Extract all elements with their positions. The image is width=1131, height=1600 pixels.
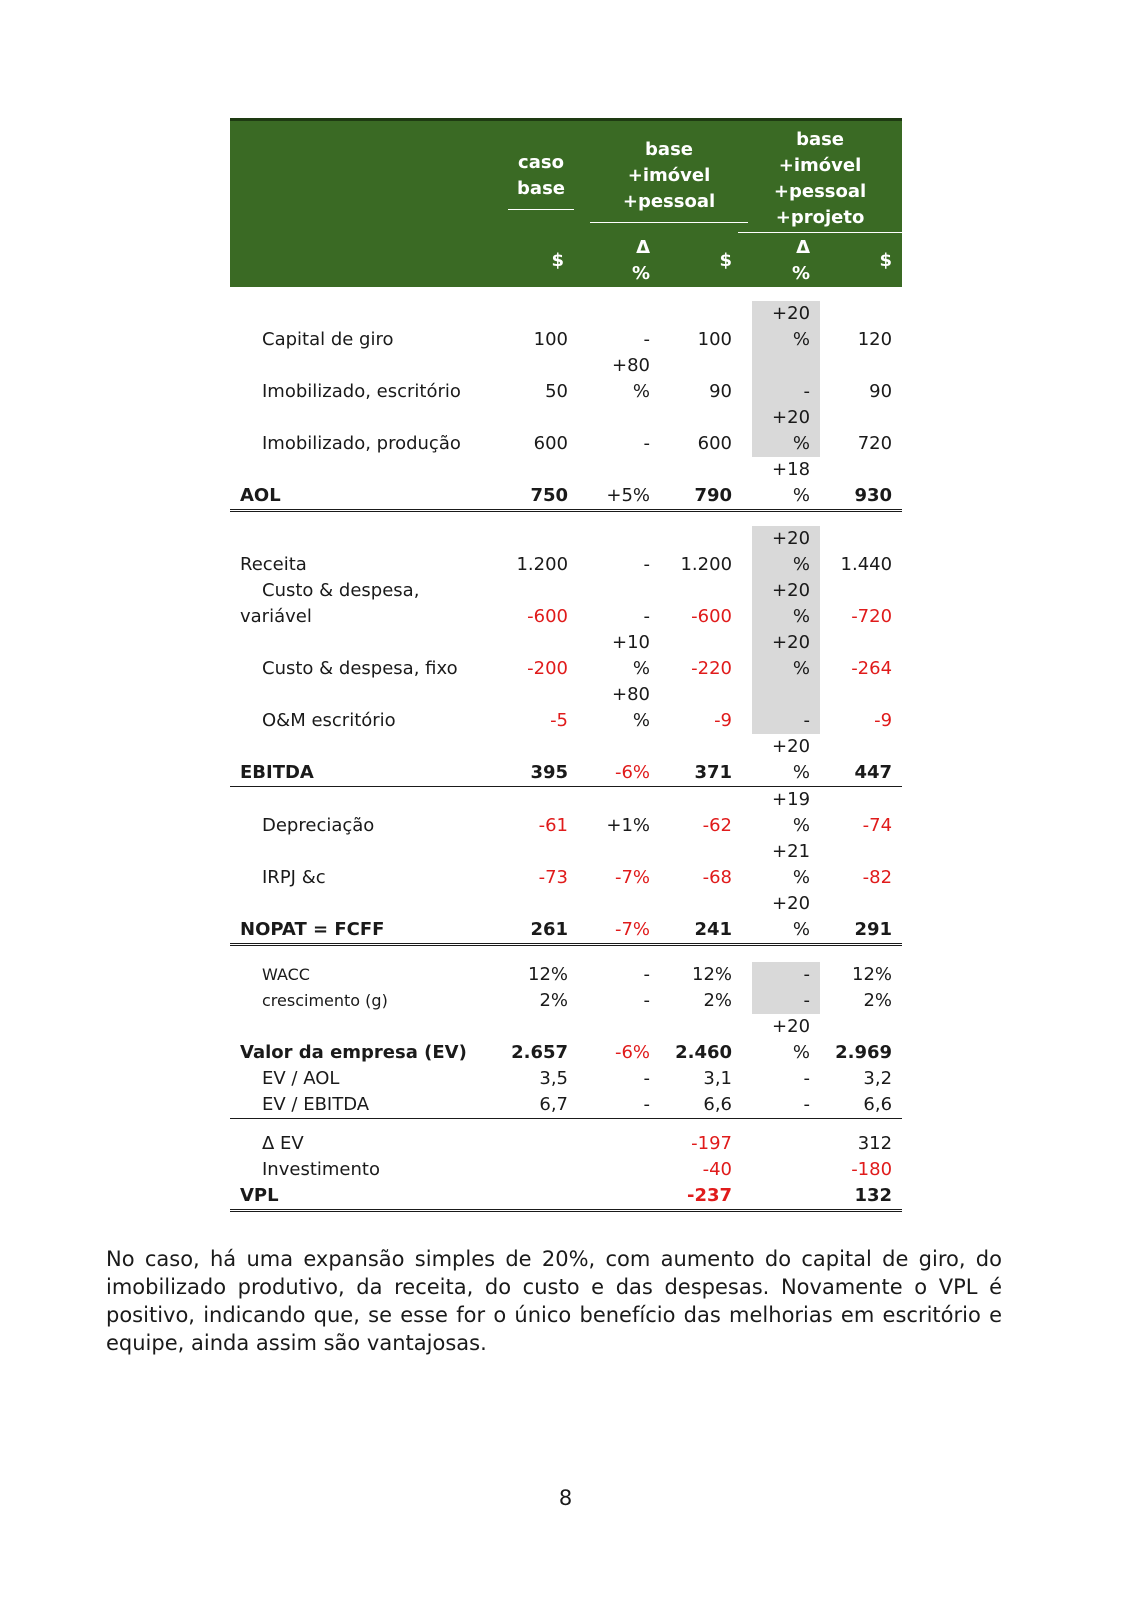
table-cell: +21: [772, 841, 811, 862]
table-cell: %: [792, 606, 811, 627]
table-cell: [578, 1131, 664, 1157]
table-cell: 241: [664, 891, 742, 945]
table-cell: +20: [772, 1016, 811, 1037]
table-cell: 90: [709, 381, 733, 402]
table-cell: Imobilizado, escritório: [262, 381, 461, 402]
table-cell: -: [752, 1092, 820, 1119]
table-cell: +80: [612, 355, 651, 376]
table-cell: EBITDA: [230, 734, 480, 787]
table-cell: -: [643, 329, 651, 350]
row-depreciacao: [230, 787, 902, 840]
table-cell: -: [578, 1092, 664, 1119]
table-cell: 2.969: [835, 1042, 893, 1063]
table-cell: 50: [545, 381, 569, 402]
table-cell: -600: [527, 606, 569, 627]
table-cell: 3,2: [863, 1068, 893, 1089]
table-cell: Capital de giro: [262, 329, 394, 350]
table-cell: [752, 839, 820, 891]
table-cell: [578, 353, 664, 405]
table-cell: [742, 1131, 752, 1157]
table-cell: -220: [691, 658, 733, 679]
table-cell: -7%: [614, 867, 651, 888]
table-cell: 132: [820, 1183, 902, 1211]
table-cell: -62: [702, 815, 733, 836]
table-cell: [480, 1157, 578, 1183]
row-vpl: [230, 1183, 902, 1211]
table-cell: %: [792, 329, 811, 350]
table-cell: -264: [851, 658, 893, 679]
table-cell: %: [631, 263, 651, 284]
row-irpj: [230, 839, 902, 891]
table-cell: [752, 734, 820, 787]
row-nopat: [230, 891, 902, 945]
table-cell: Investimento: [262, 1159, 380, 1180]
row-receita: [230, 526, 902, 578]
table-cell: [578, 682, 664, 734]
table-cell: %: [632, 710, 651, 731]
table-cell: +20: [772, 580, 811, 601]
table-cell: [742, 457, 752, 511]
table-cell: [230, 511, 902, 527]
table-cell: 600: [697, 433, 733, 454]
table-cell: -237: [664, 1183, 742, 1211]
table-cell: -: [643, 606, 651, 627]
header-units-row: [230, 235, 902, 287]
unit-dollar-2: $: [820, 235, 902, 287]
table-cell: %: [791, 263, 811, 284]
table-cell: [230, 578, 480, 630]
table-cell: [742, 405, 752, 457]
table-cell: Δ: [796, 237, 811, 258]
table-cell: [480, 1131, 578, 1157]
table-cell: Receita: [240, 554, 307, 575]
table-cell: AOL: [230, 457, 480, 511]
table-cell: [742, 988, 752, 1014]
table-cell: [742, 962, 752, 988]
table-cell: EV / EBITDA: [230, 1092, 480, 1119]
table-spacer-row: [230, 511, 902, 527]
table-cell: +80: [612, 684, 651, 705]
table-cell: %: [792, 762, 811, 783]
row-aol-total: [230, 457, 902, 511]
table-cell: [480, 1183, 578, 1211]
table-cell: -: [643, 433, 651, 454]
table-cell: Imobilizado, produção: [262, 433, 461, 454]
table-cell: 291: [820, 891, 902, 945]
table-cell: -82: [862, 867, 893, 888]
table-cell: 12%: [528, 964, 569, 985]
table-cell: +10: [612, 632, 651, 653]
table-cell: [742, 682, 752, 734]
table-cell: -197: [691, 1133, 733, 1154]
table-cell: [742, 301, 752, 353]
table-cell: 12%: [692, 964, 733, 985]
table-cell: [578, 630, 664, 682]
table-cell: %: [632, 658, 651, 679]
table-cell: +20: [772, 632, 811, 653]
col-projeto-line2: +imóvel: [778, 155, 862, 176]
page-number: 8: [558, 1486, 573, 1510]
table-cell: +1%: [606, 815, 651, 836]
table-cell: Depreciação: [262, 815, 375, 836]
table-cell: %: [792, 1042, 811, 1063]
table-cell: 100: [697, 329, 733, 350]
table-cell: WACC: [262, 965, 310, 984]
row-custo-fixo: [230, 630, 902, 682]
table-cell: +20: [772, 893, 811, 914]
table-cell: [752, 1157, 820, 1183]
table-cell: 750: [480, 457, 578, 511]
table-cell: %: [632, 381, 651, 402]
table-cell: [752, 1183, 820, 1211]
table-cell: 6,7: [480, 1092, 578, 1119]
table-cell: -: [643, 554, 651, 575]
table-cell: 1.200: [680, 554, 733, 575]
table-cell: %: [792, 867, 811, 888]
table-cell: [742, 1183, 752, 1211]
table-cell: 12%: [852, 964, 893, 985]
table-cell: [480, 120, 578, 236]
table-cell: 261: [480, 891, 578, 945]
unit-dollar-base: $: [480, 235, 578, 287]
table-spacer-row: [230, 287, 902, 301]
table-cell: [230, 287, 902, 301]
row-ebitda: [230, 734, 902, 787]
table-cell: %: [792, 433, 811, 454]
header-titles-row: [230, 120, 902, 236]
table-cell: -180: [851, 1159, 893, 1180]
table-cell: 1.440: [840, 554, 893, 575]
table-cell: +20: [772, 736, 811, 757]
table-cell: [742, 235, 752, 287]
col-caso-base-line1: caso: [518, 152, 564, 173]
row-delta-ev: [230, 1131, 902, 1157]
table-cell: [742, 787, 752, 840]
table-cell: crescimento (g): [262, 991, 388, 1010]
row-imobilizado-producao: [230, 405, 902, 457]
table-cell: 2%: [539, 990, 569, 1011]
table-cell: -6%: [578, 734, 664, 787]
table-cell: [752, 787, 820, 840]
table-cell: 600: [533, 433, 569, 454]
table-cell: [742, 578, 752, 630]
table-cell: %: [792, 919, 811, 940]
col-base-imovel-pessoal-line2: +imóvel: [627, 165, 711, 186]
table-cell: [578, 1183, 664, 1211]
table-cell: [230, 120, 480, 236]
table-cell: 120: [857, 329, 893, 350]
table-cell: -600: [691, 606, 733, 627]
table-cell: [230, 945, 902, 963]
table-cell: [742, 891, 752, 945]
table-cell: 2%: [863, 990, 893, 1011]
col-projeto-line3: +pessoal: [773, 181, 867, 202]
col-projeto-line1: base: [796, 129, 845, 150]
table-cell: Valor da empresa (EV): [240, 1042, 467, 1063]
table-cell: +20: [772, 528, 811, 549]
table-cell: [742, 839, 752, 891]
table-cell: 371: [664, 734, 742, 787]
table-spacer-row: [230, 945, 902, 963]
table-cell: [742, 1066, 752, 1092]
table-cell: -: [643, 990, 651, 1011]
financial-table: [230, 118, 902, 1212]
table-cell: -73: [538, 867, 569, 888]
col-projeto-line4: +projeto: [775, 207, 865, 228]
row-crescimento: [230, 988, 902, 1014]
table-cell: [742, 1014, 752, 1066]
table-cell: -6%: [614, 1042, 651, 1063]
table-cell: 2.657: [511, 1042, 569, 1063]
col-base-imovel-pessoal-line3: +pessoal: [622, 191, 716, 212]
table-cell: 3,1: [703, 1068, 733, 1089]
row-om-escritorio: [230, 682, 902, 734]
table-spacer-row: [230, 1119, 902, 1132]
table-cell: 930: [820, 457, 902, 511]
table-cell: EV / AOL: [262, 1068, 340, 1089]
table-cell: -: [752, 682, 820, 734]
table-cell: -720: [851, 606, 893, 627]
table-cell: 100: [533, 329, 569, 350]
table-cell: Δ EV: [262, 1133, 304, 1154]
table-cell: +5%: [578, 457, 664, 511]
row-capital-de-giro: [230, 301, 902, 353]
table-cell: [752, 891, 820, 945]
table-cell: NOPAT = FCFF: [230, 891, 480, 945]
table-cell: [578, 1157, 664, 1183]
row-valor-empresa: [230, 1014, 902, 1066]
table-cell: 312: [857, 1133, 893, 1154]
table-cell: 90: [869, 381, 893, 402]
table-cell: -: [752, 988, 820, 1014]
row-custo-variavel: [230, 578, 902, 630]
table-cell: O&M escritório: [262, 710, 396, 731]
table-cell: -200: [527, 658, 569, 679]
table-cell: %: [792, 815, 811, 836]
table-cell: [742, 630, 752, 682]
table-cell: [752, 630, 820, 682]
table-cell: [230, 1119, 902, 1132]
table-cell: [752, 1014, 820, 1066]
table-cell: 447: [820, 734, 902, 787]
table-cell: variável: [240, 606, 312, 627]
table-cell: [742, 1157, 752, 1183]
table-cell: -: [752, 962, 820, 988]
table-cell: [752, 457, 820, 511]
table-cell: 790: [664, 457, 742, 511]
col-caso-base-line2: base: [517, 178, 565, 199]
table-cell: VPL: [230, 1183, 480, 1211]
unit-delta-pct-2: [752, 235, 820, 287]
table-cell: [752, 301, 820, 353]
table-cell: Custo & despesa,: [262, 580, 420, 601]
table-cell: -61: [538, 815, 569, 836]
table-cell: -: [643, 1068, 651, 1089]
table-cell: 2%: [703, 990, 733, 1011]
table-cell: -5: [550, 710, 569, 731]
table-cell: Δ: [636, 237, 651, 258]
table-cell: [230, 235, 480, 287]
table-cell: 6,6: [820, 1092, 902, 1119]
table-cell: [752, 120, 902, 236]
table-cell: -: [803, 1068, 811, 1089]
table-cell: -: [752, 353, 820, 405]
table-cell: %: [792, 554, 811, 575]
financial-table-container: [230, 118, 902, 1212]
table-cell: 3,5: [539, 1068, 569, 1089]
row-ev-aol: [230, 1066, 902, 1092]
table-cell: Custo & despesa, fixo: [262, 658, 458, 679]
table-cell: +19: [772, 789, 811, 810]
table-cell: -40: [702, 1159, 733, 1180]
table-cell: -: [643, 964, 651, 985]
table-cell: -74: [862, 815, 893, 836]
table-cell: [742, 1092, 752, 1119]
table-cell: [752, 526, 820, 578]
row-investimento: [230, 1157, 902, 1183]
table-cell: [742, 353, 752, 405]
table-cell: +20: [772, 303, 811, 324]
table-cell: 2.460: [675, 1042, 733, 1063]
table-cell: 720: [857, 433, 893, 454]
col-base-imovel-pessoal-line1: base: [645, 139, 693, 160]
table-cell: [752, 1131, 820, 1157]
table-cell: -9: [714, 710, 733, 731]
table-cell: 6,6: [664, 1092, 742, 1119]
table-cell: [752, 405, 820, 457]
table-cell: -68: [702, 867, 733, 888]
row-imobilizado-escritorio: [230, 353, 902, 405]
table-cell: -7%: [578, 891, 664, 945]
row-wacc: [230, 962, 902, 988]
table-cell: %: [792, 485, 811, 506]
table-cell: +18: [772, 459, 811, 480]
body-paragraph: No caso, há uma expansão simples de 20%, com aumento do capital de giro, do imobilizado produtivo, da receita, do custo e das despesas. Novamente o VPL é positivo, indicando que, se esse for o único benefício das melhorias em escritório e equipe, ainda assim são vantajosas.: [106, 1247, 1002, 1355]
table-cell: -9: [874, 710, 893, 731]
table-cell: [742, 734, 752, 787]
table-cell: IRPJ &c: [262, 867, 326, 888]
table-cell: %: [792, 658, 811, 679]
table-cell: +20: [772, 407, 811, 428]
unit-dollar-1: $: [664, 235, 742, 287]
unit-delta-pct-1: [578, 235, 664, 287]
row-ev-ebitda: [230, 1092, 902, 1119]
table-cell: [742, 526, 752, 578]
table-cell: [752, 578, 820, 630]
table-cell: 395: [480, 734, 578, 787]
table-cell: 1.200: [516, 554, 569, 575]
